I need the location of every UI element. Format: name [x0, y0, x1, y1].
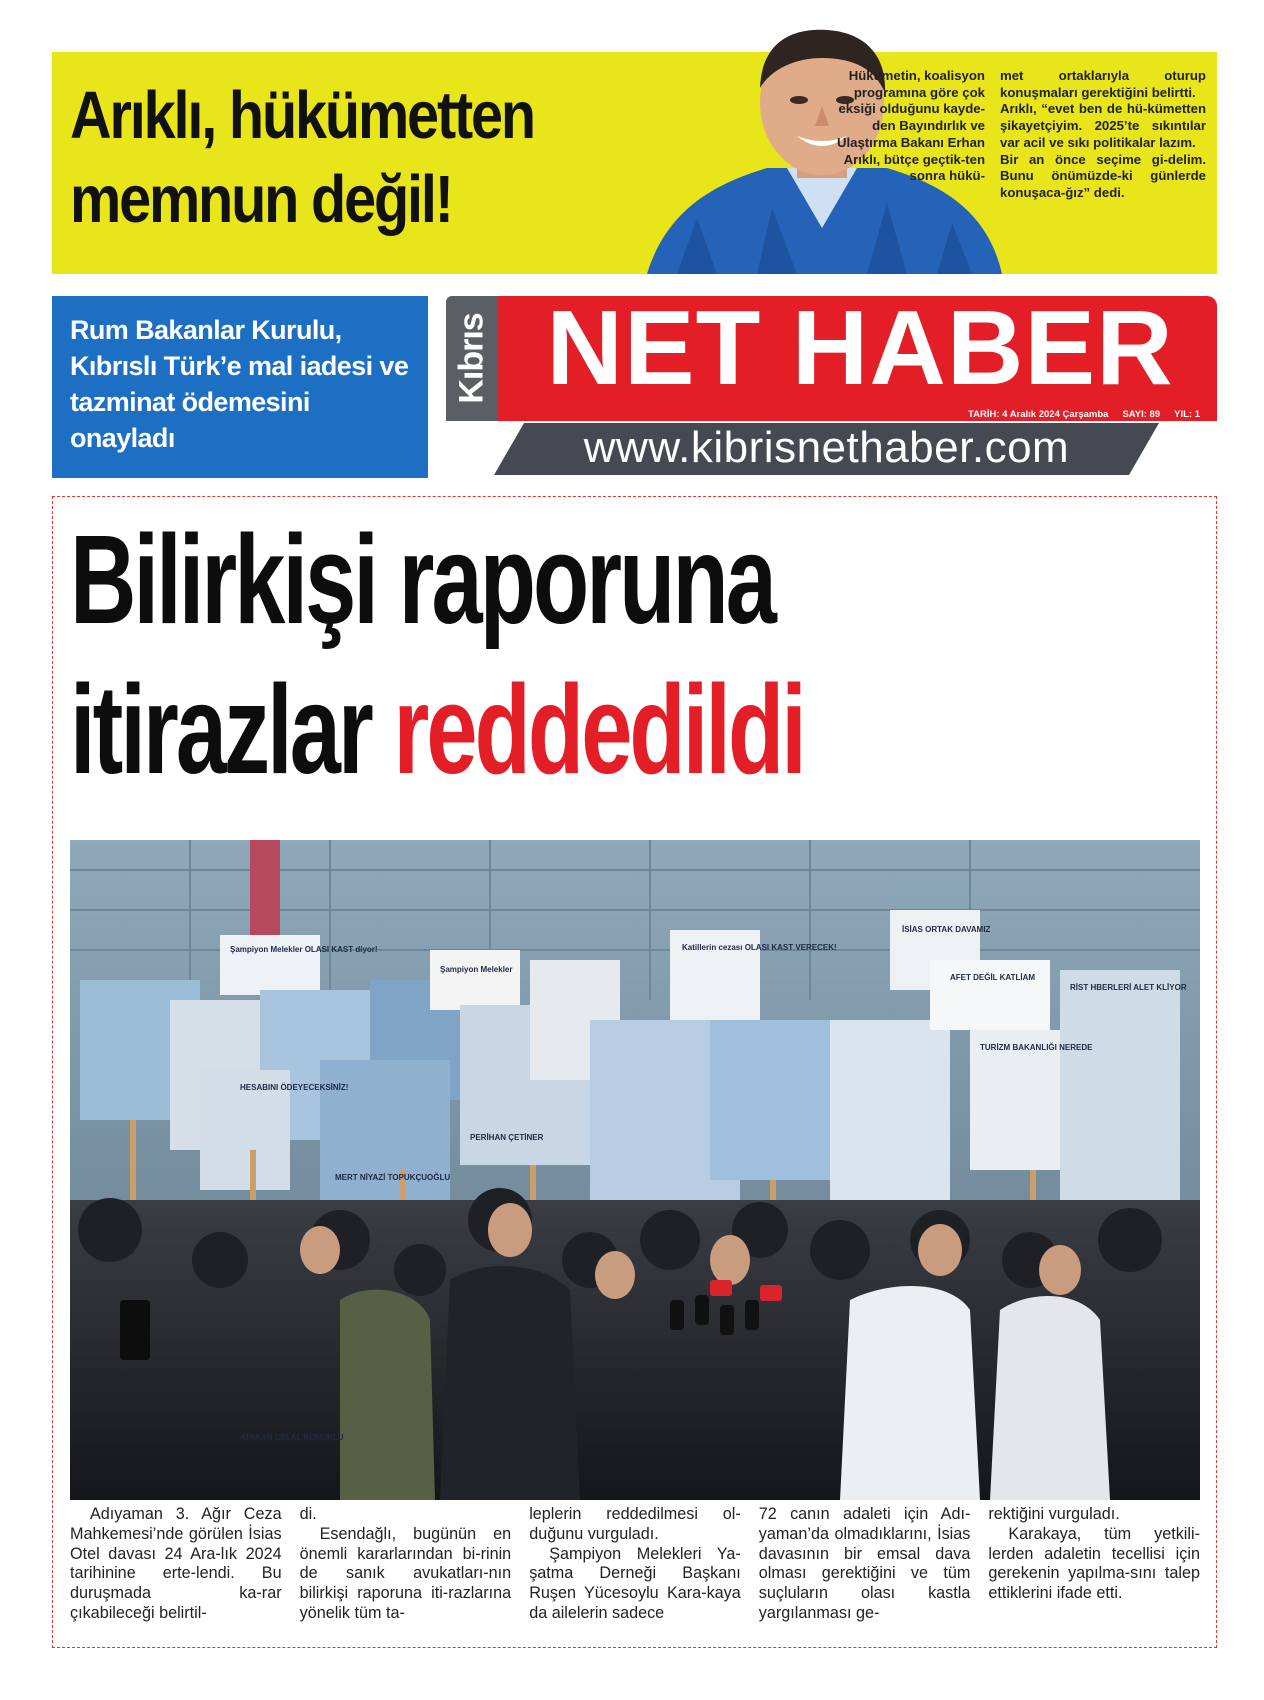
article-paragraph: Şampiyon Melekleri Ya-şatma Derneği Başkanı Ruşen Yücesoylu Kara-kaya da ailelerin sadece — [529, 1544, 741, 1622]
protest-sign-text: İSİAS ORTAK DAVAMIZ — [902, 925, 991, 934]
issue-date: TARİH: 4 Aralık 2024 Çarşamba — [968, 409, 1109, 420]
top-headline-line2: memnun değil! — [70, 162, 452, 237]
main-headline-red: reddedildi — [393, 659, 804, 800]
article-column-2 — [300, 1505, 512, 1635]
protest-sign-text: TURİZM BAKANLIĞI NEREDE — [980, 1043, 1093, 1052]
protest-sign-text: AFET DEĞİL KATLİAM — [950, 973, 1036, 982]
top-story-banner — [52, 52, 1217, 274]
top-story-paragraph: met ortaklarıyla oturup konuşmaları gerektiğini belirtti. — [1000, 68, 1206, 100]
issue-info — [968, 409, 1264, 423]
article-paragraph: 72 canın adaleti için Adı-yaman’da olmadıklarını, İsias davasının bir emsal dava olması gerektiğini ve tüm suçluların olası kastla yargılanması ge- — [758, 1505, 971, 1622]
article-column-3 — [529, 1505, 741, 1635]
protest-sign-text: MERT NİYAZİ TOPUKÇUOĞLU — [335, 1173, 451, 1182]
article-column-4 — [759, 1505, 971, 1635]
top-story-paragraph: Bir an önce seçime gi-delim. Bunu önümüzde-ki günlerde konuşaca-ğız” dedi. — [1000, 151, 1206, 200]
protest-sign-text: Şampiyon Melekler OLASI KAST diyor! — [230, 945, 378, 954]
side-story-headline: Rum Bakanlar Kurulu, Kıbrıslı Türk’e mal iadesi ve tazminat ödemesini onayladı — [70, 315, 409, 453]
top-story-column-1: Hükümetin, koalisyon programına göre çok eksiği olduğunu kayde-den Bayındırlık ve Ulaştırma Bakanı Erhan Arıklı, bütçe geçtik-ten sonra hükü- — [836, 68, 985, 184]
issue-year: YIL: 1 — [1174, 409, 1200, 420]
protest-sign-text: ATAKAN CELAL KONUKLU — [240, 1433, 344, 1442]
article-paragraph: Adıyaman 3. Ağır Ceza Mahkemesi’nde görülen İsias Otel davası 24 Ara-lık 2024 tarihinine erte-lendi. Bu duruşmada ka-rar çıkabileceği belirtil- — [70, 1505, 282, 1622]
article-paragraph: Karakaya, tüm yetkili-lerden adaletin tecellisi için gerekenin yapılma-sını talep ettiklerini ifade etti. — [988, 1524, 1200, 1603]
main-headline-black: itirazlar — [70, 659, 371, 800]
top-story-column-2 — [1000, 68, 1206, 202]
article-column-1 — [70, 1505, 282, 1635]
article-paragraph: di. — [299, 1505, 317, 1523]
newspaper-logo: NET HABER — [546, 289, 1174, 407]
protest-sign-text: Şampiyon Melekler — [440, 965, 513, 974]
top-story-paragraph: Arıklı, “evet ben de hü-kümetten şikayetçiyim. 2025’te sıkıntılar var acil ve sıkı politikalar lazım. — [1000, 101, 1206, 150]
main-headline-line1: Bilirkişi raporuna — [70, 509, 774, 650]
protest-sign-text: RİST HBERLERİ ALET KLİYOR — [1070, 983, 1187, 992]
protest-sign-text: PERİHAN ÇETİNER — [470, 1133, 544, 1142]
top-headline-line1: Arıklı, hükümetten — [70, 78, 534, 153]
masthead-kibris-label: Kıbrıs — [452, 313, 491, 404]
issue-number: SAYI: 89 — [1122, 409, 1161, 420]
article-body — [70, 1505, 1200, 1635]
article-paragraph: leplerin reddedilmesi ol-duğunu vurguladı. — [529, 1505, 741, 1543]
masthead-logo-block — [498, 289, 1217, 421]
article-paragraph: Esendağlı, bugünün en önemli kararlarından bi-rinin de sanık avukatları-nın bilirkişi raporuna iti-razlarına yönelik tüm ta- — [299, 1524, 512, 1622]
website-url: www.kibrisnethaber.com — [583, 423, 1070, 472]
protest-sign-text: HESABINI ÖDEYECEKSİNİZ! — [240, 1083, 349, 1092]
top-story-headline — [70, 74, 603, 242]
masthead-kibris-tab — [446, 296, 498, 421]
protest-sign-text: Katillerin cezası OLASI KAST VERECEK! — [682, 943, 837, 952]
main-headline — [70, 505, 917, 805]
main-headline-line2 — [70, 655, 917, 805]
side-story-box — [52, 296, 428, 478]
protest-photo — [70, 840, 1200, 1500]
masthead — [446, 289, 1217, 478]
article-column-5 — [988, 1505, 1200, 1635]
article-paragraph: rektiğini vurguladı. — [988, 1505, 1120, 1523]
